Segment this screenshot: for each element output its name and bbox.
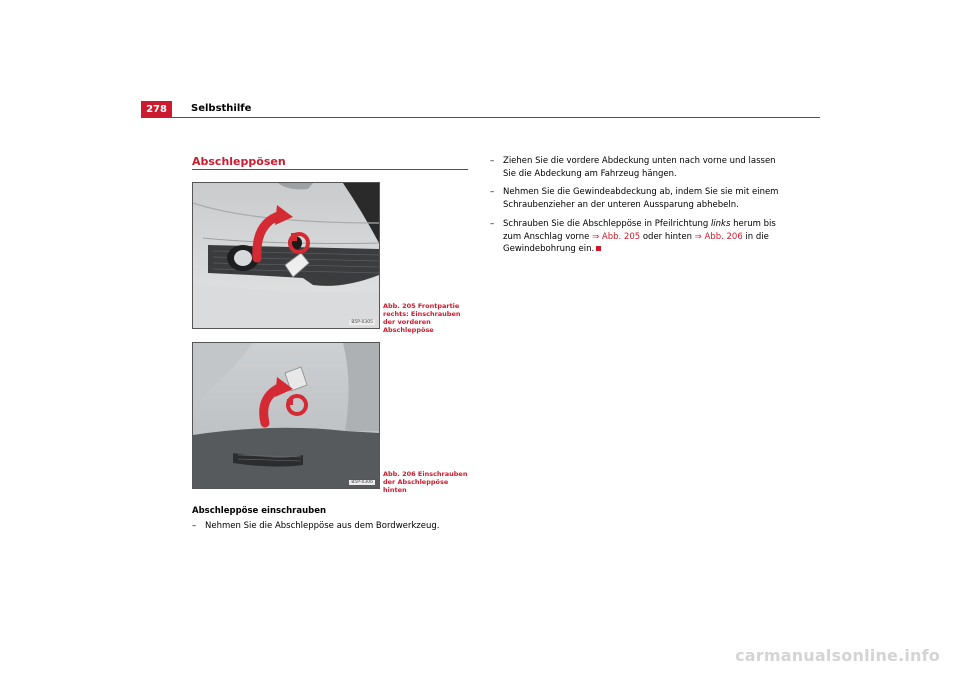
list-text: Nehmen Sie die Abschleppöse aus dem Bordwerkzeug. [205, 521, 440, 531]
text-segment: oder hinten [640, 231, 695, 242]
subheading: Abschleppöse einschrauben [192, 506, 327, 516]
figure-caption: Abb. 205 Frontpartie rechts: Einschrauben der vorderen Abschleppöse [383, 302, 461, 334]
text-segment: herum bis zum Anschlag vorne [503, 219, 776, 242]
list-text: Nehmen Sie die Gewindeabdeckung ab, indem Sie sie mit einem Schraubenzieher an der unteren Aussparung abhebeln. [503, 187, 779, 210]
list-dash: – [192, 521, 197, 531]
list-dash: – [490, 156, 495, 166]
list-item [490, 218, 780, 256]
figure-code: B5P-0305 [351, 320, 373, 325]
section-heading: Abschleppösen [192, 155, 286, 168]
figure-caption: Abb. 206 Einschrauben der Abschleppöse hinten [383, 470, 468, 494]
text-segment: in die Gewindebohrung ein. [503, 231, 769, 254]
text-emphasis: links [710, 219, 731, 229]
list-text [490, 218, 780, 256]
list-dash: – [490, 187, 495, 197]
text-segment: Schrauben Sie die Abschleppöse in Pfeilrichtung [503, 219, 711, 229]
figure-reference-link[interactable]: ⇒ Abb. 206 [694, 231, 743, 242]
list-text: Ziehen Sie die vordere Abdeckung unten nach vorne und lassen Sie die Abdeckung am Fahrzeug hängen. [503, 156, 776, 179]
section-rule [192, 169, 468, 170]
front-bumper-illustration [193, 183, 379, 328]
figure-reference-link[interactable]: ⇒ Abb. 205 [592, 231, 641, 242]
list-item [490, 186, 780, 211]
header-rule [141, 117, 820, 118]
figure-code: B5P-0306 [351, 480, 373, 485]
rear-bumper-illustration [193, 343, 379, 488]
figure-rear-tow-eye [192, 342, 380, 489]
list-dash: – [490, 219, 495, 229]
list-item [490, 155, 780, 180]
page-number: 278 [141, 101, 172, 118]
chapter-title: Selbsthilfe [191, 103, 252, 114]
watermark [0, 646, 960, 665]
section-end-marker-icon [596, 246, 601, 251]
list-item [192, 520, 468, 533]
watermark-text: carmanualsonline.info [735, 646, 940, 665]
figure-front-tow-eye [192, 182, 380, 329]
